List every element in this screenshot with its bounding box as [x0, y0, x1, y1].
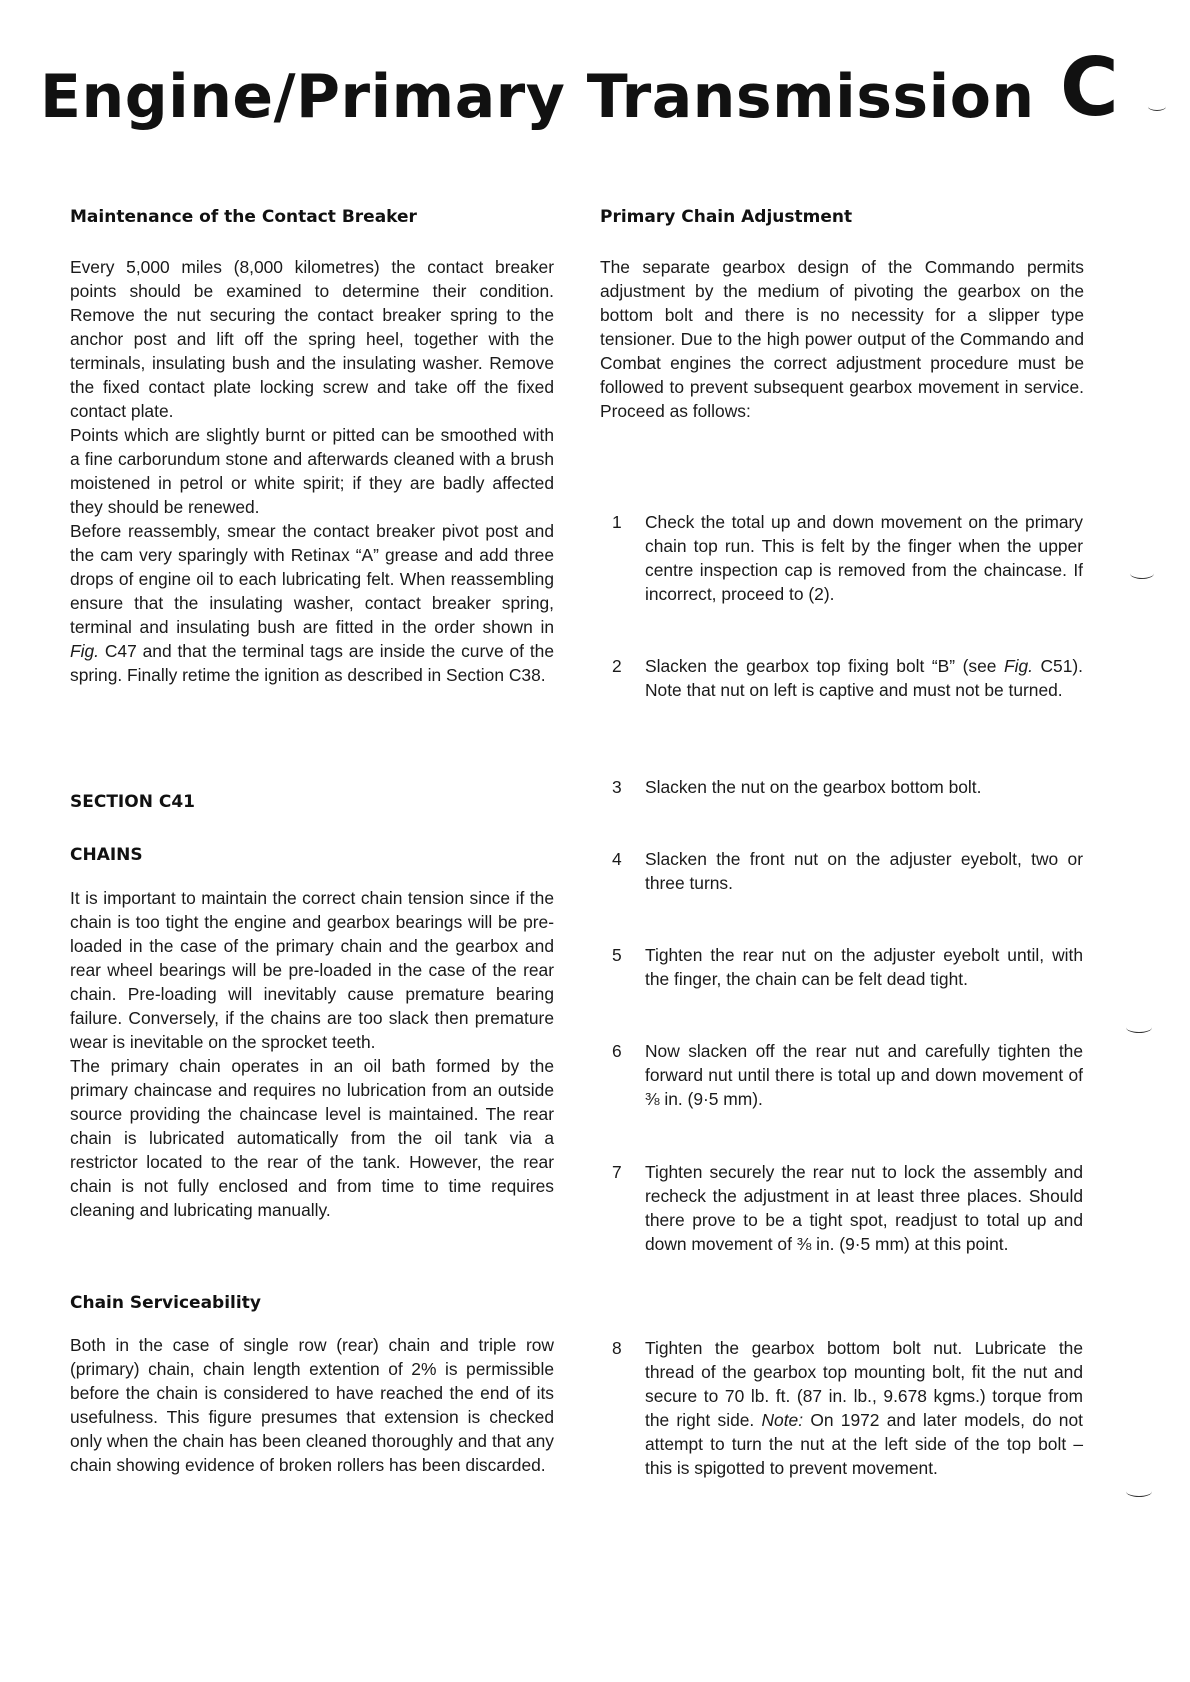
section-letter: C	[1060, 41, 1119, 134]
chain-serviceability-paragraph: Both in the case of single row (rear) chain and triple row (primary) chain, chain length extention of 2% is permissible before the chain is considered to have reached the end of its usefulness. This figure presumes that extension is checked only when the chain has been cleaned thoroughly and that any chain showing evidence of broken rollers has been discarded.	[70, 1335, 554, 1475]
contact-breaker-body	[70, 255, 554, 687]
step-text: Slacken the gearbox top fixing bolt “B” (see Fig. C51). Note that nut on left is captive and must not be turned.	[645, 656, 1084, 700]
primary-chain-adjustment-heading: Primary Chain Adjustment	[600, 207, 853, 227]
page-title: Engine/Primary Transmission	[40, 62, 1035, 132]
chains-paragraph-2: The primary chain operates in an oil bath formed by the primary chaincase and requires no lubrication from an outside source providing the chaincase level is maintained. The rear chain is lubricated automatically from the oil tank via a restrictor located to the rear of the tank. However, the rear chain is not fully enclosed and from time to time requires cleaning and lubricating manually.	[70, 1056, 554, 1220]
step-number: 6	[612, 1041, 622, 1061]
step-text: Slacken the front nut on the adjuster eyebolt, two or three turns.	[645, 849, 1083, 893]
binding-mark	[1148, 102, 1166, 111]
binding-mark	[1130, 568, 1154, 579]
contact-breaker-paragraph-3: Before reassembly, smear the contact breaker pivot post and the cam very sparingly with Retinax “A” grease and add three drops of engine oil to each lubricating felt. When reassembling ensure that the insulating washer, contact breaker spring, terminal and insulating bush are fitted in the order shown in Fig. C47 and that the terminal tags are inside the curve of the spring. Finally retime the ignition as described in Section C38.	[70, 521, 554, 685]
step-number: 2	[612, 656, 622, 676]
step-text: Tighten the gearbox bottom bolt nut. Lubricate the thread of the gearbox top mounting bolt, fit the nut and secure to 70 lb. ft. (87 in. lb., 9.678 kgms.) torque from the right side. Note: On 1972 and later models, do not attempt to turn the nut at the left side of the top bolt – this is spigotted to prevent movement.	[645, 1338, 1083, 1478]
step-number: 1	[612, 512, 622, 532]
step-number: 3	[612, 777, 622, 797]
chain-serviceability-heading: Chain Serviceability	[70, 1293, 261, 1313]
step-number: 7	[612, 1162, 622, 1182]
binding-mark	[1126, 1486, 1152, 1497]
chains-paragraph-1: It is important to maintain the correct chain tension since if the chain is too tight the engine and gearbox bearings will be pre-loaded in the case of the primary chain and the gearbox and rear wheel bearings will be pre-loaded in the case of the rear chain. Pre-loading will inevitably cause premature bearing failure. Conversely, if the chains are too slack then premature wear is inevitable on the sprocket teeth.	[70, 888, 554, 1052]
binding-mark	[1126, 1022, 1152, 1033]
step-text: Now slacken off the rear nut and carefully tighten the forward nut until there is total up and down movement of ⅜ in. (9·5 mm).	[645, 1041, 1083, 1109]
adjustment-intro: The separate gearbox design of the Commando permits adjustment by the medium of pivoting the gearbox on the bottom bolt and there is no necessity for a slipper type tensioner. Due to the high power output of the Commando and Combat engines the correct adjustment procedure must be followed to prevent subsequent gearbox movement in service. Proceed as follows:	[600, 257, 1084, 421]
chains-body	[70, 886, 554, 1222]
step-text: Tighten the rear nut on the adjuster eyebolt until, with the finger, the chain can be felt dead tight.	[645, 945, 1083, 989]
chains-heading: CHAINS	[70, 845, 143, 865]
contact-breaker-paragraph-1: Every 5,000 miles (8,000 kilometres) the contact breaker points should be examined to determine their condition. Remove the nut securing the contact breaker spring to the anchor post and lift off the spring heel, together with the terminals, insulating bush and the insulating washer. Remove the fixed contact plate locking screw and take off the fixed contact plate.	[70, 257, 554, 421]
step-number: 5	[612, 945, 622, 965]
step-text: Slacken the nut on the gearbox bottom bolt.	[645, 777, 982, 797]
step-number: 4	[612, 849, 622, 869]
section-c41-heading: SECTION C41	[70, 792, 195, 812]
chain-serviceability-body	[70, 1333, 554, 1477]
step-text: Tighten securely the rear nut to lock the assembly and recheck the adjustment in at least three places. Should there prove to be a tight spot, readjust to total up and down movement of ⅜ in. (9·5 mm) at this point.	[645, 1162, 1083, 1254]
step-number: 8	[612, 1338, 622, 1358]
step-text: Check the total up and down movement on the primary chain top run. This is felt by the finger when the upper centre inspection cap is removed from the chaincase. If incorrect, proceed to (2).	[645, 512, 1083, 604]
contact-breaker-paragraph-2: Points which are slightly burnt or pitted can be smoothed with a fine carborundum stone and afterwards cleaned with a brush moistened in petrol or white spirit; if they are badly affected they should be renewed.	[70, 425, 554, 517]
contact-breaker-heading: Maintenance of the Contact Breaker	[70, 207, 417, 227]
